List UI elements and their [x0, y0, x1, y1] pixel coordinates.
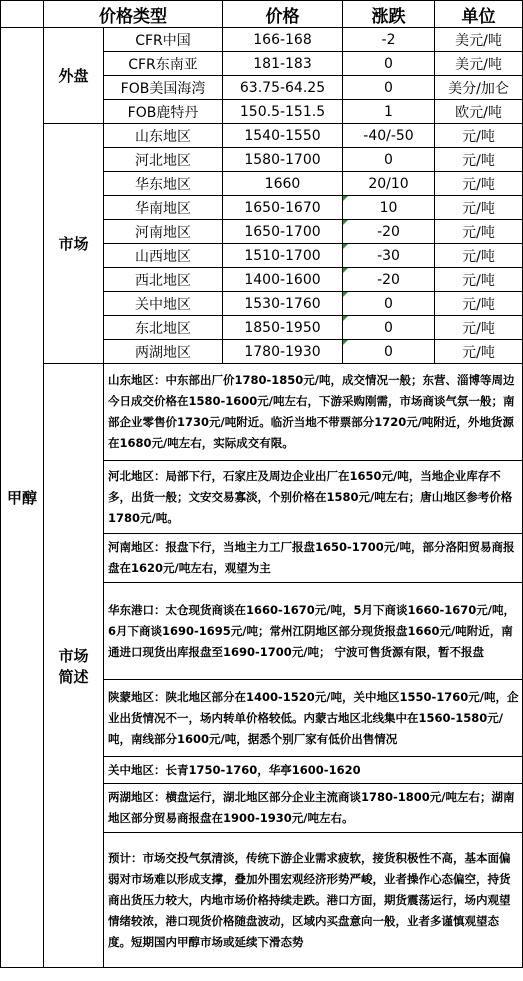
row-price: 1530-1760 [223, 292, 343, 316]
row-change: 1 [343, 100, 435, 124]
row-price: 1850-1950 [223, 316, 343, 340]
row-change: -20 [343, 268, 435, 292]
row-price: 1650-1670 [223, 196, 343, 220]
row-name: 河北地区 [104, 148, 223, 172]
table-row [1, 124, 523, 148]
row-price: 1660 [223, 172, 343, 196]
header-change: 涨跌 [343, 1, 435, 28]
row-change: -20 [343, 220, 435, 244]
row-change: 20/10 [343, 172, 435, 196]
row-unit: 元/吨 [435, 244, 523, 268]
row-unit: 元/吨 [435, 196, 523, 220]
header-price: 价格 [223, 1, 343, 28]
row-unit: 美分/加仑 [435, 76, 523, 100]
row-unit: 元/吨 [435, 124, 523, 148]
row-change: 0 [343, 292, 435, 316]
note-hebei: 河北地区：局部下行，石家庄及周边企业出厂在1650元/吨，当地企业库存不多，出货一般；文安交易寡淡，个别价格在1580元/吨左右；唐山地区参考价格1780元/吨。 [104, 461, 523, 534]
row-name: 西北地区 [104, 268, 223, 292]
product-label: 甲醇 [1, 28, 44, 968]
row-price: 1400-1600 [223, 268, 343, 292]
header-row [1, 1, 523, 28]
row-unit: 元/吨 [435, 316, 523, 340]
group-market-label: 市场 [44, 124, 104, 364]
row-price: 166-168 [223, 28, 343, 52]
row-name: 两湖地区 [104, 340, 223, 364]
row-price: 1510-1700 [223, 244, 343, 268]
row-change: 10 [343, 196, 435, 220]
row-unit: 元/吨 [435, 268, 523, 292]
row-name: 关中地区 [104, 292, 223, 316]
row-name: 华东地区 [104, 172, 223, 196]
row-unit: 美元/吨 [435, 28, 523, 52]
note-shaanxi-inner-mongolia: 陕蒙地区：陕北地区部分在1400-1520元/吨，关中地区1550-1760元/吨，企业出货情况不一，场内转单价格较低。内蒙古地区北线集中在1560-1580元/吨，南线部分1600元/吨，据悉个别厂家有低价出售情况 [104, 680, 523, 757]
row-name: 山西地区 [104, 244, 223, 268]
row-change: -2 [343, 28, 435, 52]
row-price: 1540-1550 [223, 124, 343, 148]
row-price: 150.5-151.5 [223, 100, 343, 124]
summary-label-line1: 市场 [58, 646, 89, 665]
row-unit: 欧元/吨 [435, 100, 523, 124]
row-unit: 美元/吨 [435, 52, 523, 76]
row-price: 63.75-64.25 [223, 76, 343, 100]
note-shandong: 山东地区：中东部出厂价1780-1850元/吨，成交情况一般；东营、淄博等周边今日成交价格在1580-1600元/吨左右，下游采购刚需，市场商谈气氛一般；南部企业零售价1730元/吨附近。临沂当地不带票部分1720元/吨附近，外地货源在1680元/吨左右，实际成交有限。 [104, 364, 523, 461]
row-unit: 元/吨 [435, 340, 523, 364]
row-name: 东北地区 [104, 316, 223, 340]
row-change: -40/-50 [343, 124, 435, 148]
row-name: FOB鹿特丹 [104, 100, 223, 124]
group-outer-label: 外盘 [44, 28, 104, 124]
row-name: 华南地区 [104, 196, 223, 220]
note-guanzhong: 关中地区：长青1750-1760，华亭1600-1620 [104, 757, 523, 784]
row-unit: 元/吨 [435, 172, 523, 196]
row-unit: 元/吨 [435, 220, 523, 244]
header-unit: 单位 [435, 1, 523, 28]
row-name: 山东地区 [104, 124, 223, 148]
row-unit: 元/吨 [435, 292, 523, 316]
row-price: 1580-1700 [223, 148, 343, 172]
row-name: FOB美国海湾 [104, 76, 223, 100]
note-lianghu: 两湖地区：横盘运行，湖北地区部分企业主流商谈1780-1800元/吨左右；湖南地区部分贸易商报盘在1900-1930元/吨左右。 [104, 784, 523, 833]
row-change: -30 [343, 244, 435, 268]
row-unit: 元/吨 [435, 148, 523, 172]
summary-label-line2: 简述 [58, 667, 89, 686]
note-henan: 河南地区：报盘下行，当地主力工厂报盘1650-1700元/吨，部分洛阳贸易商报盘在1620元/吨左右，观望为主 [104, 534, 523, 583]
header-price-type: 价格类型 [44, 1, 223, 28]
row-name: CFR东南亚 [104, 52, 223, 76]
row-change: 0 [343, 52, 435, 76]
row-price: 181-183 [223, 52, 343, 76]
row-name: 河南地区 [104, 220, 223, 244]
row-change: 0 [343, 148, 435, 172]
row-price: 1780-1930 [223, 340, 343, 364]
header-blank [1, 1, 44, 28]
row-change: 0 [343, 316, 435, 340]
row-price: 1650-1700 [223, 220, 343, 244]
row-change: 0 [343, 340, 435, 364]
note-east-china-port: 华东港口：太仓现货商谈在1660-1670元/吨，5月下商谈1660-1670元/吨，6月下商谈1690-1695元/吨；常州江阴地区部分现货报盘1660元/吨附近，南通进口现货出库报盘至1690-1700元/吨； 宁波可售货源有限，暂不报盘 [104, 583, 523, 680]
note-forecast: 预计：市场交投气氛清淡，传统下游企业需求疲软，接货积极性不高，基本面偏弱对市场难以形成支撑，叠加外围宏观经济形势严峻，业者操作心态偏空，持货商出货压力较大，内地市场价格持续走跌。港口方面，期货震荡运行，场内观望情绪较浓，港口现货价格随盘波动，区域内买盘意向一般，业者多谨慎观望态度。短期国内甲醇市场或延续下滑态势 [104, 833, 523, 968]
group-summary-label [44, 364, 104, 968]
note-row [1, 364, 523, 461]
table-row [1, 28, 523, 52]
row-name: CFR中国 [104, 28, 223, 52]
row-change: 0 [343, 76, 435, 100]
